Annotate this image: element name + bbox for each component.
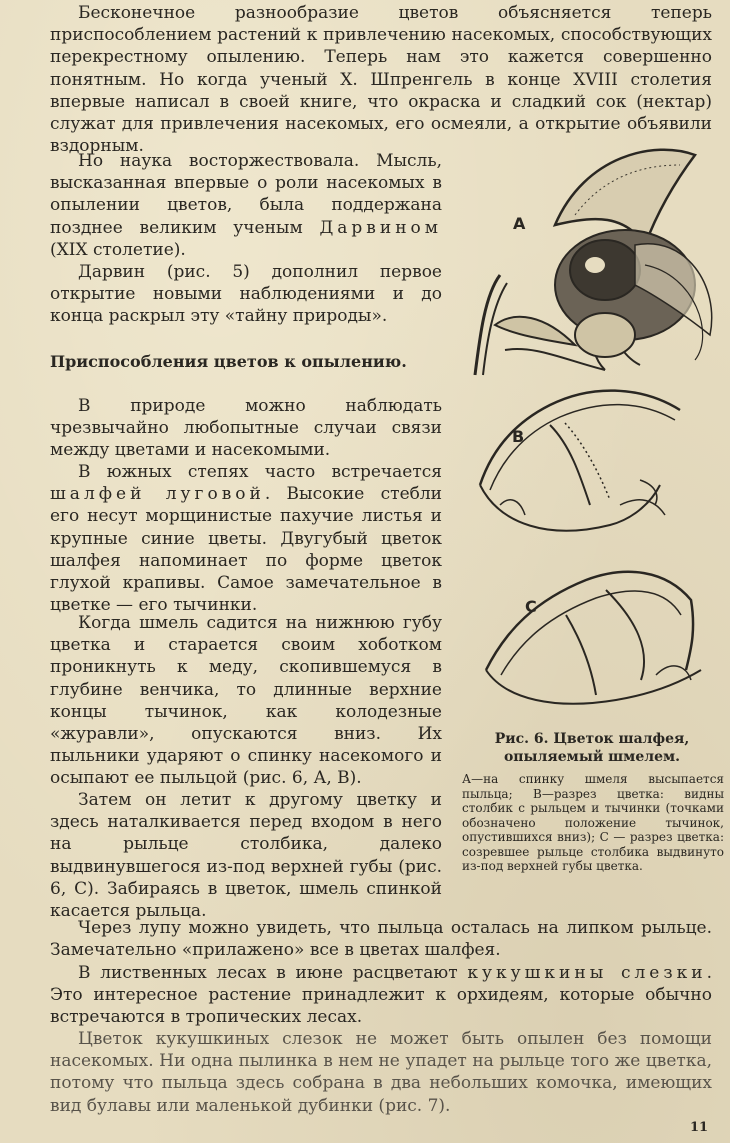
figure-caption-body: А—на спинку шмеля высыпается пыльца; В—разрез цветка: видны столбик с рыльцем и тычинки (точками обозначено положение тычинок, опустившихся вниз); С — разрез цветка: созревшее рыльце столбика выдвинуто из-под верхней губы цветка. [462,772,724,873]
paragraph-sage [50,461,442,616]
figure-c-illustration [476,560,706,710]
paragraph-orchid-pollen: Цветок кукушкиных слезок не может быть опылен без помощи насекомых. Ни одна пылинка в нем не упадет на рыльце того же цветка, потому что пыльца здесь собрана в два небольших комочка, имеющих вид булавы или маленькой дубинки (рис. 7). [50,1029,712,1116]
figure-label-b: B [512,427,525,446]
paragraph-orchid [50,962,712,1029]
page-number: 11 [690,1120,709,1135]
paragraph-text: . Высокие стебли его несут морщинистые пахучие листья и крупные синие цветы. Двугубый цветок шалфея напоминает по форме цветок глухой крапивы. Самое замечательное в цветке — его тычинки. [50,484,442,616]
section-heading: Приспособления цветов к опылению. [50,352,407,371]
figure-b-illustration [470,375,695,540]
spaced-name-sage: шалфей луговой [50,484,265,505]
spaced-name-darwin: Дарвином [319,217,442,238]
paragraph-bumblebee: Когда шмель садится на нижнюю губу цветка и старается своим хоботком проникнуть к меду, скопившемуся в глубине венчика, то длинные верхние концы тычинок, как колодезные «журавли», опускаются вниз. Их пыльники ударяют о спинку насекомого и осыпают ее пыльцой (рис. 6, А, В). [50,613,442,789]
paragraph-text: Но наука восторжествовала. Мысль, высказанная впервые о роли насекомых в опылении цветов, была поддержана позднее великим ученым [50,151,442,238]
figure-label-c: C [525,597,537,616]
paragraph-magnifier: Через лупу можно увидеть, что пыльца осталась на липком рыльце. Замечательно «прилажено» все в цветах шалфея. [50,918,712,961]
figure-a-illustration [455,135,725,380]
figure-label-a: A [513,214,526,233]
paragraph-text: . Это интересное растение принадлежит к орхидеям, которые обычно встречаются в тропических лесах. [50,963,712,1028]
paragraph-next-flower: Затем он летит к другому цветку и здесь наталкивается перед входом в него на рыльце столбика, далеко выдвинувшегося из-под верхней губы (рис. 6, С). Забираясь в цветок, шмель спинкой касается рыльца. [50,790,442,922]
paragraph-text: В южных степях часто встречается [78,462,442,482]
paragraph-text: В лиственных лесах в июне расцветают [78,963,468,983]
paragraph-text: (XIX столетие). [50,239,186,260]
spaced-name-orchid: кукушкины слезки [467,963,707,983]
paragraph-darwin-support [50,150,442,261]
figure-caption-title: Рис. 6. Цветок шалфея, опыляемый шмелем. [494,731,690,765]
paragraph-darwin-discovery: Дарвин (рис. 5) дополнил первое открытие новыми наблюдениями и до конца раскрыл эту «тайну природы». [50,262,442,327]
paragraph-nature-cases: В природе можно наблюдать чрезвычайно любопытные случаи связи между цветами и насекомыми. [50,396,442,461]
paragraph-intro: Бесконечное разнообразие цветов объясняется теперь приспособлением растений к привлечению насекомых, способствующих перекрестному опылению. Теперь нам это кажется совершенно понятным. Но когда ученый Х. Шпренгель в конце XVIII столетия впервые написал в своей книге, что окраска и сладкий сок (нектар) служат для привлечения насекомых, его осмеяли, а открытие объявили вздорным. [50,3,712,157]
